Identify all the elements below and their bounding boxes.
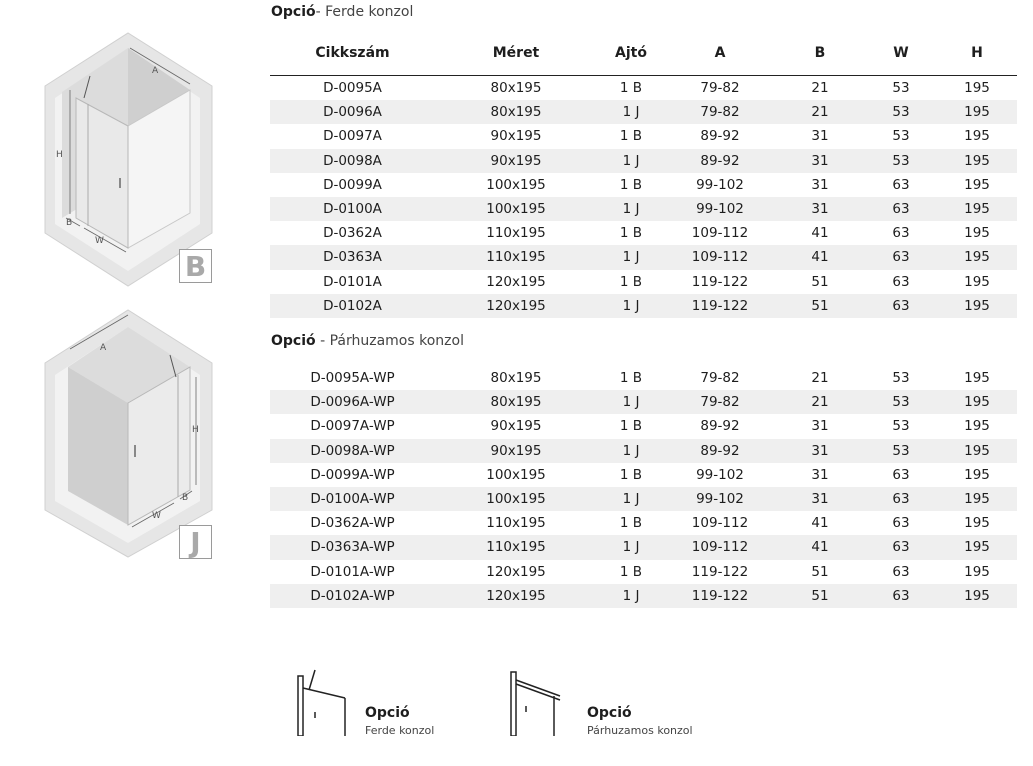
table-cell: 120x195 bbox=[435, 270, 597, 294]
table-cell: 63 bbox=[865, 270, 937, 294]
table-row bbox=[270, 100, 1017, 124]
table-cell: 79-82 bbox=[665, 390, 775, 414]
table-cell: 195 bbox=[937, 294, 1017, 318]
table-cell: 195 bbox=[937, 124, 1017, 148]
table-cell: 53 bbox=[865, 149, 937, 173]
table-row bbox=[270, 245, 1017, 269]
table-cell: D-0101A bbox=[270, 270, 435, 294]
table-cell: 63 bbox=[865, 535, 937, 559]
table-cell: 1 J bbox=[597, 245, 665, 269]
section-title-parhuzamos bbox=[271, 333, 464, 349]
table-row bbox=[270, 463, 1017, 487]
table-row bbox=[270, 197, 1017, 221]
table-cell: 89-92 bbox=[665, 414, 775, 438]
dim-label-w: W bbox=[95, 236, 104, 246]
table-cell: 1 J bbox=[597, 535, 665, 559]
table-cell: 100x195 bbox=[435, 173, 597, 197]
table-cell: 1 J bbox=[597, 487, 665, 511]
table-cell: 51 bbox=[775, 584, 865, 608]
table-cell: D-0097A-WP bbox=[270, 414, 435, 438]
table-cell: 79-82 bbox=[665, 366, 775, 390]
table-row bbox=[270, 173, 1017, 197]
table-cell: 1 B bbox=[597, 511, 665, 535]
dim-label-w: W bbox=[152, 511, 161, 521]
table-cell: 31 bbox=[775, 463, 865, 487]
table-cell: 1 B bbox=[597, 463, 665, 487]
column-header: Méret bbox=[435, 31, 597, 76]
table-cell: 53 bbox=[865, 100, 937, 124]
table-cell: 31 bbox=[775, 197, 865, 221]
table-row bbox=[270, 390, 1017, 414]
table-cell: 21 bbox=[775, 76, 865, 101]
table-cell: 109-112 bbox=[665, 535, 775, 559]
table-cell: 21 bbox=[775, 100, 865, 124]
table-cell: 120x195 bbox=[435, 560, 597, 584]
table-row bbox=[270, 584, 1017, 608]
table-cell: 80x195 bbox=[435, 100, 597, 124]
table-cell: 195 bbox=[937, 414, 1017, 438]
table-cell: 1 B bbox=[597, 560, 665, 584]
table-cell: 195 bbox=[937, 366, 1017, 390]
table-cell: D-0363A-WP bbox=[270, 535, 435, 559]
table-cell: 53 bbox=[865, 124, 937, 148]
table-cell: 110x195 bbox=[435, 221, 597, 245]
table-cell: 41 bbox=[775, 221, 865, 245]
table-cell: 53 bbox=[865, 390, 937, 414]
table-cell: 1 B bbox=[597, 124, 665, 148]
table-cell: 63 bbox=[865, 221, 937, 245]
table-cell: 51 bbox=[775, 560, 865, 584]
table-cell: 80x195 bbox=[435, 390, 597, 414]
table-cell: 79-82 bbox=[665, 76, 775, 101]
table-cell: 31 bbox=[775, 149, 865, 173]
table-cell: 99-102 bbox=[665, 463, 775, 487]
table-cell: 109-112 bbox=[665, 221, 775, 245]
table-cell: 31 bbox=[775, 487, 865, 511]
table-cell: 63 bbox=[865, 560, 937, 584]
column-header: Ajtó bbox=[597, 31, 665, 76]
legend-icon-ferde bbox=[295, 668, 355, 736]
legend-sub-parhuzamos: Párhuzamos konzol bbox=[587, 724, 693, 737]
table-cell: 63 bbox=[865, 197, 937, 221]
table-cell: 1 J bbox=[597, 584, 665, 608]
table-cell: 31 bbox=[775, 173, 865, 197]
table-cell: 195 bbox=[937, 390, 1017, 414]
table-cell: 195 bbox=[937, 245, 1017, 269]
table-cell: D-0097A bbox=[270, 124, 435, 148]
table-cell: 195 bbox=[937, 270, 1017, 294]
table-cell: D-0362A bbox=[270, 221, 435, 245]
column-header: B bbox=[775, 31, 865, 76]
table-cell: D-0362A-WP bbox=[270, 511, 435, 535]
table-cell: D-0095A-WP bbox=[270, 366, 435, 390]
table-cell: 195 bbox=[937, 511, 1017, 535]
table-cell: 195 bbox=[937, 173, 1017, 197]
table-cell: 195 bbox=[937, 221, 1017, 245]
table-cell: 51 bbox=[775, 270, 865, 294]
table-cell: 119-122 bbox=[665, 270, 775, 294]
table-cell: 195 bbox=[937, 439, 1017, 463]
table-cell: D-0095A bbox=[270, 76, 435, 101]
table-cell: 41 bbox=[775, 245, 865, 269]
table-cell: 99-102 bbox=[665, 197, 775, 221]
table-cell: 80x195 bbox=[435, 76, 597, 101]
spec-table-parhuzamos bbox=[270, 366, 1017, 608]
table-cell: 63 bbox=[865, 463, 937, 487]
table-row bbox=[270, 76, 1017, 101]
table-cell: D-0100A bbox=[270, 197, 435, 221]
table-cell: 31 bbox=[775, 414, 865, 438]
table-cell: D-0363A bbox=[270, 245, 435, 269]
table-header bbox=[270, 31, 1017, 76]
section-title-sub: - Párhuzamos konzol bbox=[315, 333, 464, 349]
table-cell: 90x195 bbox=[435, 414, 597, 438]
table-cell: 41 bbox=[775, 511, 865, 535]
table-cell: 109-112 bbox=[665, 245, 775, 269]
table-row bbox=[270, 560, 1017, 584]
table-cell: 63 bbox=[865, 245, 937, 269]
table-cell: 63 bbox=[865, 173, 937, 197]
table-cell: D-0102A-WP bbox=[270, 584, 435, 608]
table-cell: 195 bbox=[937, 535, 1017, 559]
table-cell: 119-122 bbox=[665, 560, 775, 584]
table-cell: 51 bbox=[775, 294, 865, 318]
table-cell: 89-92 bbox=[665, 124, 775, 148]
table-row bbox=[270, 149, 1017, 173]
table-cell: 120x195 bbox=[435, 584, 597, 608]
spec-table-ferde bbox=[270, 31, 1017, 318]
column-header: H bbox=[937, 31, 1017, 76]
table-cell: 1 J bbox=[597, 100, 665, 124]
table-cell: D-0096A bbox=[270, 100, 435, 124]
table-cell: 31 bbox=[775, 439, 865, 463]
table-cell: 63 bbox=[865, 511, 937, 535]
legend-title-ferde: Opció bbox=[365, 705, 410, 721]
table-row bbox=[270, 221, 1017, 245]
table-cell: 1 B bbox=[597, 173, 665, 197]
table-cell: 90x195 bbox=[435, 149, 597, 173]
table-cell: 195 bbox=[937, 487, 1017, 511]
dim-label-b: B bbox=[66, 218, 73, 228]
legend-icon-parhuzamos bbox=[508, 668, 568, 736]
dim-label-b: B bbox=[182, 493, 189, 503]
table-cell: D-0096A-WP bbox=[270, 390, 435, 414]
table-cell: 89-92 bbox=[665, 439, 775, 463]
table-cell: 1 B bbox=[597, 414, 665, 438]
table-cell: 120x195 bbox=[435, 294, 597, 318]
table-cell: 1 B bbox=[597, 366, 665, 390]
column-header: W bbox=[865, 31, 937, 76]
table-row bbox=[270, 124, 1017, 148]
section-title-bold: Opció bbox=[271, 4, 316, 20]
table-cell: 53 bbox=[865, 414, 937, 438]
table-cell: 1 J bbox=[597, 439, 665, 463]
table-cell: 1 B bbox=[597, 76, 665, 101]
table-cell: 63 bbox=[865, 487, 937, 511]
table-cell: 109-112 bbox=[665, 511, 775, 535]
table-cell: 100x195 bbox=[435, 487, 597, 511]
table-cell: 195 bbox=[937, 149, 1017, 173]
table-cell: 195 bbox=[937, 100, 1017, 124]
table-cell: 119-122 bbox=[665, 584, 775, 608]
table-cell: 41 bbox=[775, 535, 865, 559]
table-cell: 63 bbox=[865, 584, 937, 608]
legend-sub-ferde: Ferde konzol bbox=[365, 724, 435, 737]
table-cell: 195 bbox=[937, 584, 1017, 608]
table-cell: 21 bbox=[775, 390, 865, 414]
dim-label-h: H bbox=[56, 150, 63, 160]
table-row bbox=[270, 294, 1017, 318]
legend-title-parhuzamos: Opció bbox=[587, 705, 632, 721]
table-cell: 99-102 bbox=[665, 487, 775, 511]
table-cell: D-0098A-WP bbox=[270, 439, 435, 463]
table-cell: D-0099A bbox=[270, 173, 435, 197]
table-cell: 195 bbox=[937, 463, 1017, 487]
section-title-ferde bbox=[271, 4, 413, 20]
table-cell: 195 bbox=[937, 560, 1017, 584]
table-row bbox=[270, 366, 1017, 390]
table-cell: 63 bbox=[865, 294, 937, 318]
table-row bbox=[270, 487, 1017, 511]
option-badge-b: B bbox=[179, 249, 212, 283]
table-cell: D-0100A-WP bbox=[270, 487, 435, 511]
table-cell: 99-102 bbox=[665, 173, 775, 197]
dim-label-a: A bbox=[152, 66, 159, 76]
table-cell: 195 bbox=[937, 197, 1017, 221]
table-row bbox=[270, 535, 1017, 559]
table-cell: D-0099A-WP bbox=[270, 463, 435, 487]
table-cell: 119-122 bbox=[665, 294, 775, 318]
table-cell: 53 bbox=[865, 439, 937, 463]
table-cell: D-0101A-WP bbox=[270, 560, 435, 584]
table-cell: 110x195 bbox=[435, 511, 597, 535]
table-cell: 79-82 bbox=[665, 100, 775, 124]
table-cell: 80x195 bbox=[435, 366, 597, 390]
table-cell: D-0098A bbox=[270, 149, 435, 173]
table-cell: 31 bbox=[775, 124, 865, 148]
table-row bbox=[270, 439, 1017, 463]
table-row bbox=[270, 414, 1017, 438]
table-cell: 1 J bbox=[597, 390, 665, 414]
dim-label-a: A bbox=[100, 343, 107, 353]
table-row bbox=[270, 511, 1017, 535]
table-cell: 195 bbox=[937, 76, 1017, 101]
table-cell: 100x195 bbox=[435, 197, 597, 221]
column-header: Cikkszám bbox=[270, 31, 435, 76]
option-badge-j: J bbox=[179, 525, 212, 559]
table-cell: 21 bbox=[775, 366, 865, 390]
table-cell: 1 J bbox=[597, 294, 665, 318]
table-cell: 1 J bbox=[597, 149, 665, 173]
table-cell: 1 B bbox=[597, 270, 665, 294]
table-cell: 53 bbox=[865, 76, 937, 101]
column-header: A bbox=[665, 31, 775, 76]
table-cell: 110x195 bbox=[435, 535, 597, 559]
table-row bbox=[270, 270, 1017, 294]
table-cell: 1 J bbox=[597, 197, 665, 221]
section-title-bold: Opció bbox=[271, 333, 316, 349]
table-cell: 110x195 bbox=[435, 245, 597, 269]
table-cell: 89-92 bbox=[665, 149, 775, 173]
table-cell: 53 bbox=[865, 366, 937, 390]
table-cell: 90x195 bbox=[435, 124, 597, 148]
table-cell: D-0102A bbox=[270, 294, 435, 318]
table-cell: 1 B bbox=[597, 221, 665, 245]
table-cell: 100x195 bbox=[435, 463, 597, 487]
section-title-sub: - Ferde konzol bbox=[315, 4, 414, 20]
dim-label-h: H bbox=[192, 425, 199, 435]
table-cell: 90x195 bbox=[435, 439, 597, 463]
